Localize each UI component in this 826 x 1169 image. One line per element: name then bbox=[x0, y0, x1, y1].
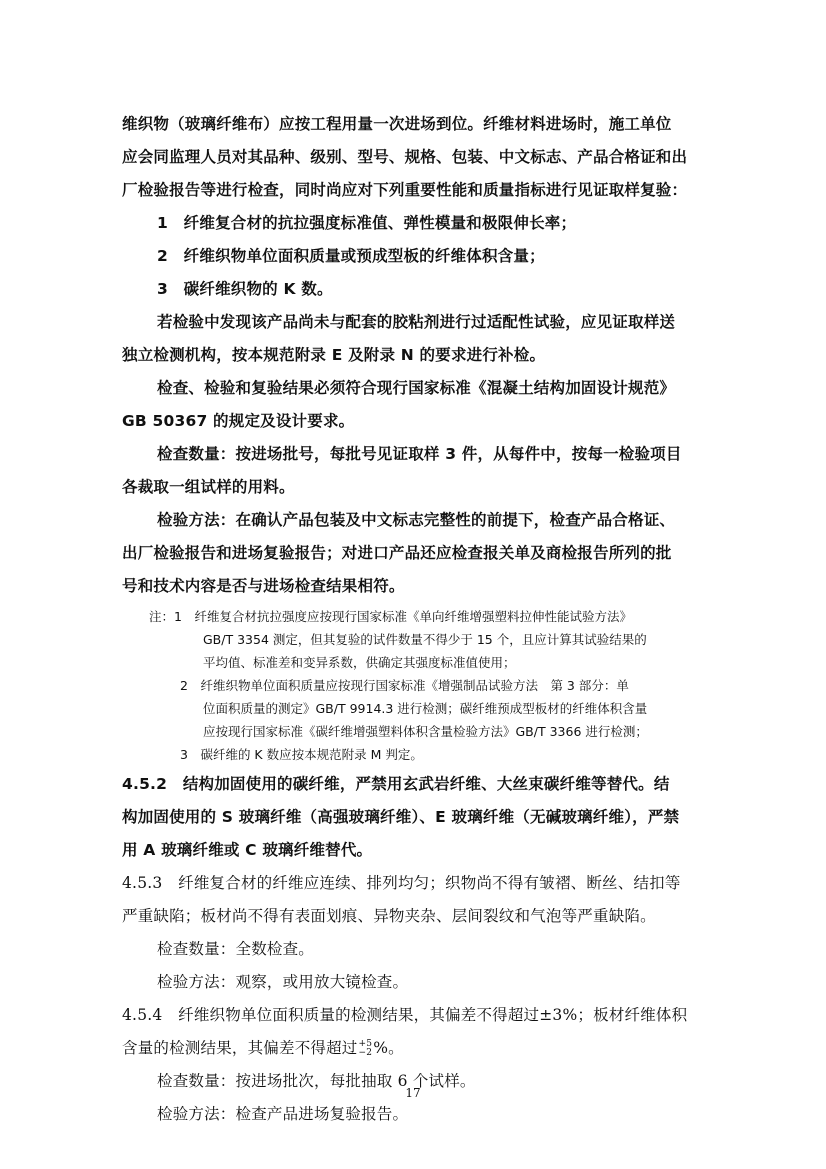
tolerance-line bbox=[122, 1036, 404, 1058]
text-line: 维织物（玻璃纤维布）应按工程用量一次进场到位。纤维材料进场时，施工单位 bbox=[122, 115, 672, 133]
text-line: 检查数量：全数检查。 bbox=[157, 940, 315, 958]
text-line: 用 A 玻璃纤维或 C 玻璃纤维替代。 bbox=[122, 841, 373, 859]
text-line: 检查数量：按进场批次，每批抽取 6 个试样。 bbox=[157, 1072, 476, 1090]
text-line: 平均值、标准差和变异系数，供确定其强度标准值使用； bbox=[203, 655, 516, 670]
tolerance-superscript bbox=[359, 1040, 373, 1058]
text-line: 4.5.3 纤维复合材的纤维应连续、排列均匀；织物尚不得有皱褶、断丝、结扣等 bbox=[122, 874, 681, 892]
text-line: 4.5.4 纤维织物单位面积质量的检测结果，其偏差不得超过±3%；板材纤维体积 bbox=[122, 1006, 688, 1024]
text-line: 若检验中发现该产品尚未与配套的胶粘剂进行过适配性试验，应见证取样送 bbox=[157, 313, 676, 331]
text-line: 注：1 纤维复合材抗拉强度应按现行国家标准《单向纤维增强塑料拉伸性能试验方法》 bbox=[149, 609, 632, 624]
text-line: 应会同监理人员对其品种、级别、型号、规格、包装、中文标志、产品合格证和出 bbox=[122, 148, 688, 166]
page-number: 17 bbox=[405, 1086, 421, 1100]
text-line: 构加固使用的 S 玻璃纤维（高强玻璃纤维）、E 玻璃纤维（无碱玻璃纤维），严禁 bbox=[122, 808, 680, 826]
text-line: 检查数量：按进场批号，每批号见证取样 3 件，从每件中，按每一检验项目 bbox=[157, 445, 682, 463]
text-line: 厂检验报告等进行检查，同时尚应对下列重要性能和质量指标进行见证取样复验： bbox=[122, 181, 688, 199]
text-line: 出厂检验报告和进场复验报告；对进口产品还应检查报关单及商检报告所列的批 bbox=[122, 544, 672, 562]
text-line: 独立检测机构，按本规范附录 E 及附录 N 的要求进行补检。 bbox=[122, 346, 546, 364]
text-line: 4.5.2 结构加固使用的碳纤维，严禁用玄武岩纤维、大丝束碳纤维等替代。结 bbox=[122, 775, 670, 793]
tolerance-upper: +5 bbox=[358, 1039, 373, 1049]
text-line: 检验方法：在确认产品包装及中文标志完整性的前提下，检查产品合格证、 bbox=[157, 511, 676, 529]
tolerance-suffix: %。 bbox=[373, 1039, 404, 1057]
text-line: 1 纤维复合材的抗拉强度标准值、弹性模量和极限伸长率； bbox=[157, 214, 577, 232]
text-line: 2 纤维织物单位面积质量或预成型板的纤维体积含量； bbox=[157, 247, 545, 265]
text-line: GB/T 3354 测定，但其复验的试件数量不得少于 15 个，且应计算其试验结果的 bbox=[203, 632, 647, 647]
text-line: 3 碳纤维的 K 数应按本规范附录 M 判定。 bbox=[180, 747, 423, 762]
text-line: 严重缺陷；板材尚不得有表面划痕、异物夹杂、层间裂纹和气泡等严重缺陷。 bbox=[122, 907, 656, 925]
text-line: 3 碳纤维织物的 K 数。 bbox=[157, 280, 333, 298]
text-line: 各裁取一组试样的用料。 bbox=[122, 478, 295, 496]
tolerance-prefix: 含量的检测结果，其偏差不得超过 bbox=[122, 1039, 358, 1057]
text-line: 检查、检验和复验结果必须符合现行国家标准《混凝土结构加固设计规范》 bbox=[157, 379, 676, 397]
text-line: 检验方法：检查产品进场复验报告。 bbox=[157, 1105, 409, 1123]
text-line: 位面积质量的测定》GB/T 9914.3 进行检测；碳纤维预成型板材的纤维体积含量 bbox=[203, 701, 648, 716]
text-line: 应按现行国家标准《碳纤维增强塑料体积含量检验方法》GB/T 3366 进行检测； bbox=[203, 724, 648, 739]
text-line: 检验方法：观察，或用放大镜检查。 bbox=[157, 973, 409, 991]
tolerance-lower: −2 bbox=[358, 1048, 373, 1058]
text-line: 2 纤维织物单位面积质量应按现行国家标准《增强制品试验方法 第 3 部分：单 bbox=[180, 678, 629, 693]
text-line: GB 50367 的规定及设计要求。 bbox=[122, 412, 355, 430]
text-line: 号和技术内容是否与进场检查结果相符。 bbox=[122, 577, 405, 595]
